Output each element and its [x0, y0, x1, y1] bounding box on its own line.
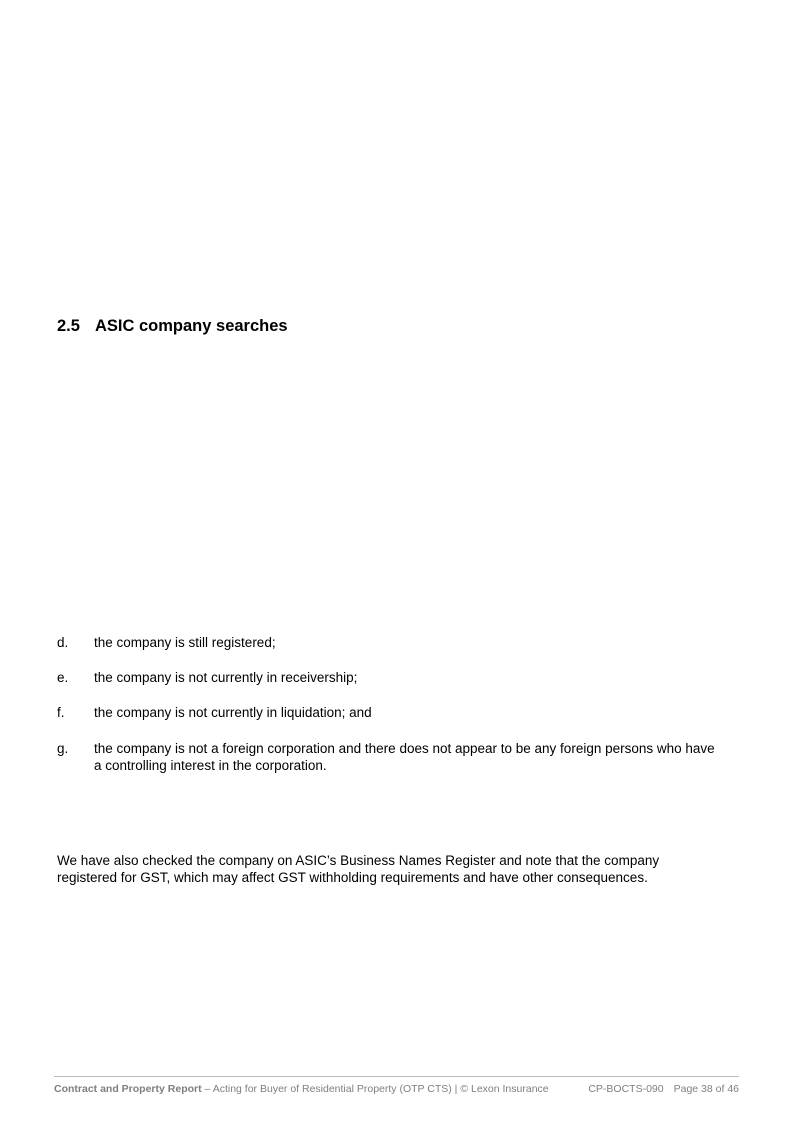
list-text: the company is not a foreign corporation and there does not appear to be any foreign persons who have a controlling interest in the corporation. [94, 741, 715, 773]
footer-divider [54, 1076, 739, 1077]
list-text: the company is still registered; [94, 635, 276, 650]
list-marker: f. [57, 705, 65, 720]
list-item [57, 634, 717, 651]
list-item [57, 669, 717, 686]
footer-report-title: Contract and Property Report [54, 1083, 202, 1095]
list-marker: e. [57, 670, 69, 685]
section-number: 2.5 [57, 317, 80, 335]
list-text: the company is not currently in receivership; [94, 670, 358, 685]
list-text: the company is not currently in liquidation; and [94, 705, 372, 720]
footer-page-number: Page 38 of 46 [673, 1083, 739, 1095]
list-marker: g. [57, 741, 69, 756]
list-item [57, 740, 717, 774]
body-paragraph: We have also checked the company on ASIC’s Business Names Register and note that the company registered for GST, which may affect GST withholding requirements and have other consequences. [57, 853, 660, 885]
footer-right [588, 1083, 739, 1095]
list-marker: d. [57, 635, 69, 650]
section-title: ASIC company searches [95, 317, 288, 335]
footer-report-subtitle: – Acting for Buyer of Residential Property (OTP CTS) | © Lexon Insurance [201, 1083, 549, 1095]
list-item [57, 704, 717, 721]
section-heading [57, 317, 288, 336]
footer-left [54, 1083, 549, 1095]
footer-doc-code: CP-BOCTS-090 [588, 1083, 664, 1095]
